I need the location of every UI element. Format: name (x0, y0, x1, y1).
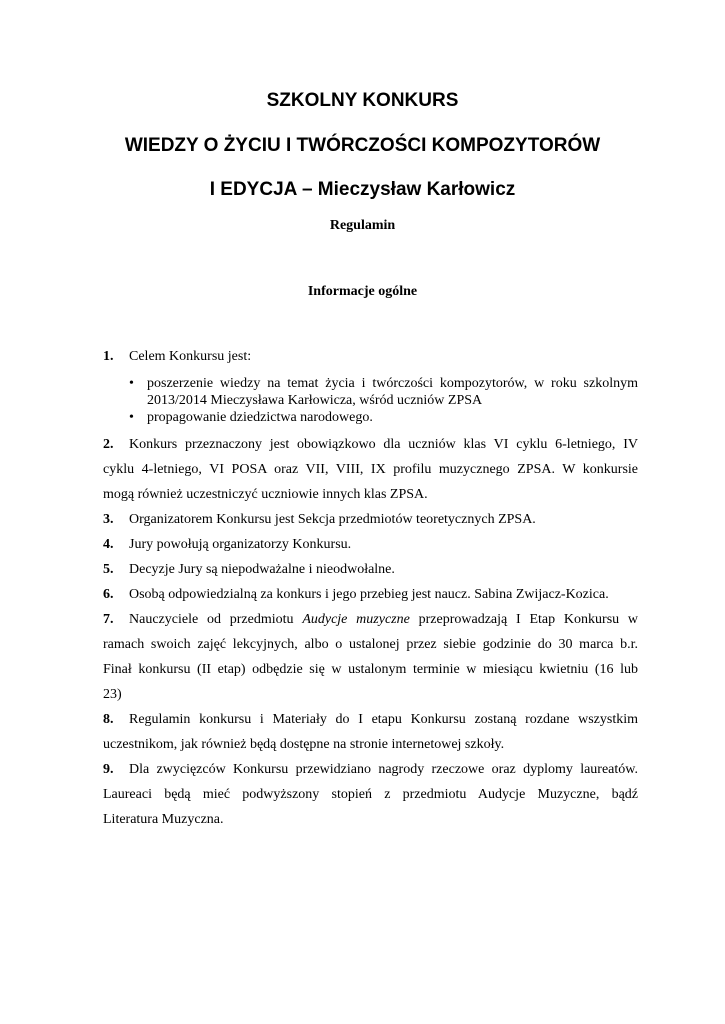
item-text: Jury powołują organizatorzy Konkursu. (129, 537, 352, 552)
item-text-line: Regulamin konkursu i Materiały do I etapu Konkursu zostaną rozdane wszystkim (129, 712, 638, 727)
item-text-line: Dla zwycięzców Konkursu przewidziano nagrody rzeczowe oraz dyplomy laureatów. (129, 762, 638, 777)
item-text-line: 23) (103, 687, 122, 702)
item-text: Osobą odpowiedzialną za konkurs i jego przebieg jest naucz. Sabina Zwijacz-Kozica. (129, 587, 609, 602)
item-number: 3. (103, 512, 114, 527)
list-item-8 (103, 707, 638, 757)
bullet-list (103, 375, 638, 426)
item-number: 6. (103, 587, 114, 602)
bullet-icon: • (129, 410, 134, 425)
item-number: 8. (103, 712, 114, 727)
item-text-part: przeprowadzają I Etap Konkursu w (418, 612, 639, 627)
item-text-line: uczestnikom, jak również będą dostępne na stronie internetowej szkoły. (103, 737, 505, 752)
bullet-text-line: propagowanie dziedzictwa narodowego. (147, 410, 373, 425)
item-number: 4. (103, 537, 114, 552)
list-item-7 (103, 607, 638, 707)
list-item-4 (103, 532, 638, 557)
section-heading: Informacje ogólne (307, 284, 418, 299)
item-text: Organizatorem Konkursu jest Sekcja przedmiotów teoretycznych ZPSA. (129, 512, 536, 527)
list-item-5 (103, 557, 638, 582)
item-text-line: ramach swoich zajęć lekcyjnych, albo o ustalonej przez siebie godzinie do 30 marca b.r. (103, 637, 638, 652)
item-text: Celem Konkursu jest: (129, 349, 252, 364)
list-item-9 (103, 757, 638, 832)
item-number: 5. (103, 562, 114, 577)
title-line-2: WIEDZY O ŻYCIU I TWÓRCZOŚCI KOMPOZYTORÓW (124, 135, 601, 156)
item-text-line: Laureaci będą mieć podwyższony stopień z przedmiotu Audycje Muzyczne, bądź (103, 787, 638, 802)
item-text-line: cyklu 4-letniego, VI POSA oraz VII, VIII, IX profilu muzycznego ZPSA. W konkursie (103, 462, 638, 477)
bullet-text-line: 2013/2014 Mieczysława Karłowicza, wśród uczniów ZPSA (147, 393, 483, 408)
item-text-line: Literatura Muzyczna. (103, 812, 224, 827)
list-item-6 (103, 582, 638, 607)
item-text-part: Nauczyciele od przedmiotu (129, 612, 294, 627)
title-line-1: SZKOLNY KONKURS (266, 90, 459, 111)
title-line-3: I EDYCJA – Mieczysław Karłowicz (209, 179, 516, 200)
item-text-line: Finał konkursu (II etap) odbędzie się w ustalonym terminie w miesiącu kwietniu (16 lub (103, 662, 638, 677)
item-number: 1. (103, 349, 114, 364)
item-text: Decyzje Jury są niepodważalne i nieodwołalne. (129, 562, 395, 577)
item-number: 9. (103, 762, 114, 777)
subtitle: Regulamin (329, 218, 396, 233)
bullet-item (129, 409, 638, 426)
list-item-2 (103, 432, 638, 507)
item-text-line: Konkurs przeznaczony jest obowiązkowo dla uczniów klas VI cyklu 6-letniego, IV (129, 437, 638, 452)
item-number: 2. (103, 437, 114, 452)
bullet-text-line: poszerzenie wiedzy na temat życia i twórczości kompozytorów, w roku szkolnym (147, 376, 638, 391)
item-number: 7. (103, 612, 114, 627)
list-item-1 (103, 344, 638, 369)
bullet-item (129, 375, 638, 409)
list-item-3 (103, 507, 638, 532)
regulations-body (103, 344, 638, 832)
bullet-icon: • (129, 376, 134, 391)
subject-name-italic: Audycje muzyczne (302, 612, 410, 627)
item-text-line: mogą również uczestniczyć uczniowie innych klas ZPSA. (103, 487, 428, 502)
